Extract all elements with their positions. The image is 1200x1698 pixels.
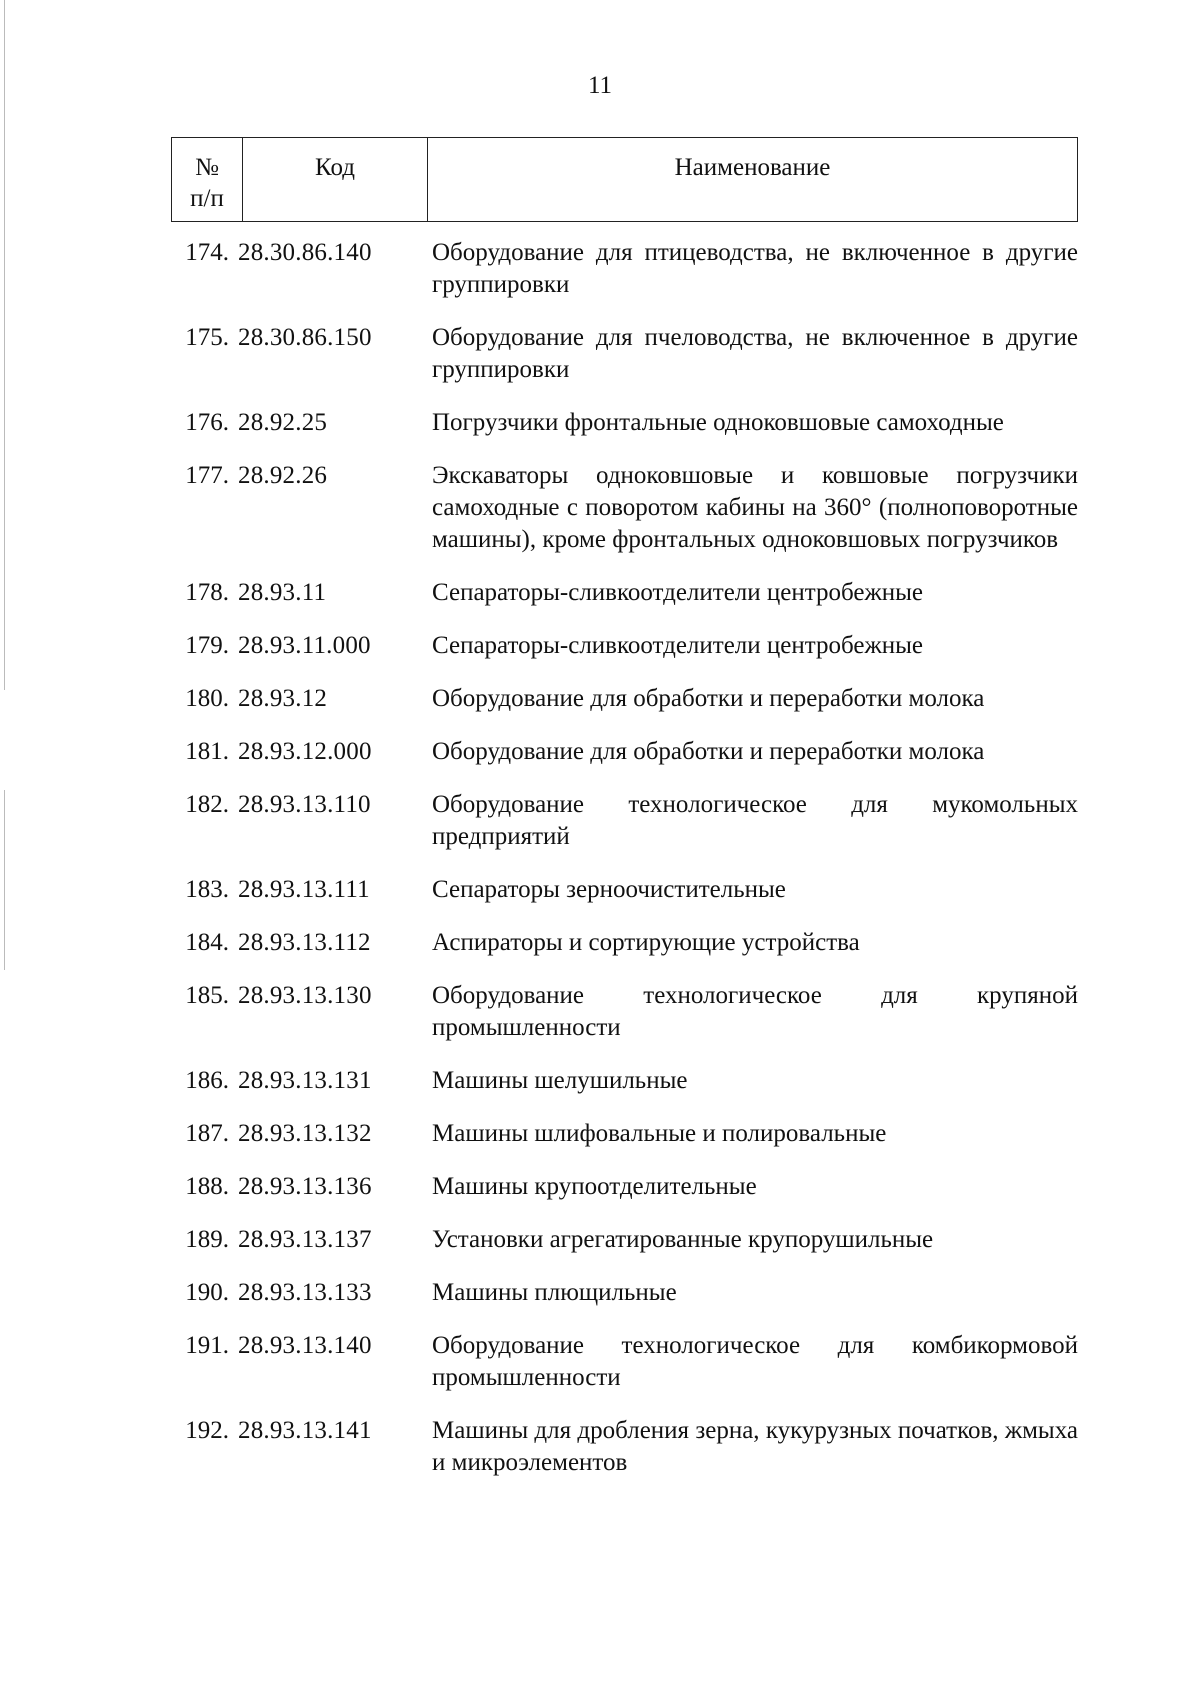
cell-code: 28.92.26 (238, 462, 328, 489)
cell-name: Машины для дробления зерна, кукурузных початков, жмыха и микроэлементов (432, 1417, 1078, 1476)
scan-margin-line (4, 790, 5, 970)
table-row (171, 407, 1078, 439)
cell-code: 28.93.13.110 (238, 791, 371, 818)
cell-code: 28.30.86.140 (238, 239, 372, 266)
cell-num: 191. (185, 1332, 229, 1359)
cell-num: 179. (185, 632, 229, 659)
cell-num: 177. (185, 462, 229, 489)
header-num (172, 138, 243, 221)
cell-code: 28.93.13.131 (238, 1067, 372, 1094)
cell-num: 178. (185, 579, 229, 606)
table-row (171, 577, 1078, 609)
cell-name: Сепараторы-сливкоотделители центробежные (432, 632, 924, 659)
cell-name: Сепараторы-сливкоотделители центробежные (432, 579, 924, 606)
table-row (171, 1065, 1078, 1097)
page-number: 11 (587, 72, 613, 99)
cell-num: 186. (185, 1067, 229, 1094)
table-row (171, 1171, 1078, 1203)
cell-name: Оборудование для птицеводства, не включенное в другие группировки (432, 239, 1078, 298)
table-row (171, 980, 1078, 1044)
table-row (171, 683, 1078, 715)
cell-name: Оборудование для обработки и переработки молока (432, 685, 985, 712)
cell-name: Оборудование для обработки и переработки молока (432, 738, 985, 765)
cell-name: Оборудование для пчеловодства, не включенное в другие группировки (432, 324, 1078, 383)
cell-code: 28.93.13.133 (238, 1279, 372, 1306)
table-row (171, 927, 1078, 959)
table-row (171, 1415, 1078, 1479)
table-row (171, 1118, 1078, 1150)
cell-name: Сепараторы зерноочистительные (432, 876, 786, 903)
cell-code: 28.93.12 (238, 685, 328, 712)
cell-num: 180. (185, 685, 229, 712)
table-row (171, 460, 1078, 556)
scan-margin-line (4, 0, 5, 690)
cell-code: 28.93.11.000 (238, 632, 371, 659)
cell-num: 174. (185, 239, 229, 266)
cell-code: 28.93.11 (238, 579, 327, 606)
cell-num: 175. (185, 324, 229, 351)
cell-name: Аспираторы и сортирующие устройства (432, 929, 860, 956)
cell-num: 187. (185, 1120, 229, 1147)
table-body (171, 237, 1078, 1500)
header-code (243, 138, 428, 221)
cell-num: 181. (185, 738, 229, 765)
cell-code: 28.92.25 (238, 409, 328, 436)
table-row (171, 874, 1078, 906)
cell-num: 184. (185, 929, 229, 956)
cell-code: 28.93.13.137 (238, 1226, 372, 1253)
cell-name: Оборудование технологическое для комбикормовой промышленности (432, 1332, 1078, 1391)
table-row (171, 322, 1078, 386)
cell-name: Установки агрегатированные крупорушильные (432, 1226, 934, 1253)
cell-num: 192. (185, 1417, 229, 1444)
cell-code: 28.93.13.132 (238, 1120, 372, 1147)
table-row (171, 736, 1078, 768)
cell-name: Погрузчики фронтальные одноковшовые самоходные (432, 409, 1004, 436)
table-header (171, 137, 1078, 222)
cell-num: 188. (185, 1173, 229, 1200)
cell-name: Экскаваторы одноковшовые и ковшовые погрузчики самоходные с поворотом кабины на 360° (полноповоротные машины), кроме фронтальных одноковшовых погрузчиков (432, 462, 1078, 553)
cell-code: 28.93.13.111 (238, 876, 370, 903)
header-name-label: Наименование (674, 154, 831, 181)
cell-code: 28.93.12.000 (238, 738, 372, 765)
cell-name: Оборудование технологическое для крупяной промышленности (432, 982, 1078, 1041)
cell-name: Машины крупоотделительные (432, 1173, 757, 1200)
cell-num: 183. (185, 876, 229, 903)
cell-code: 28.93.13.140 (238, 1332, 372, 1359)
cell-num: 185. (185, 982, 229, 1009)
header-code-label: Код (315, 154, 355, 181)
cell-name: Машины плющильные (432, 1279, 677, 1306)
cell-code: 28.93.13.112 (238, 929, 371, 956)
cell-num: 182. (185, 791, 229, 818)
cell-num: 189. (185, 1226, 229, 1253)
cell-num: 176. (185, 409, 229, 436)
header-name (428, 138, 1077, 221)
cell-name: Машины шелушильные (432, 1067, 688, 1094)
table-row (171, 237, 1078, 301)
cell-name: Машины шлифовальные и полировальные (432, 1120, 887, 1147)
table-row (171, 1330, 1078, 1394)
table-row (171, 789, 1078, 853)
cell-code: 28.93.13.136 (238, 1173, 372, 1200)
cell-name: Оборудование технологическое для мукомольных предприятий (432, 791, 1078, 850)
table-row (171, 630, 1078, 662)
table-row (171, 1277, 1078, 1309)
header-num-label: № п/п (190, 154, 224, 212)
table-row (171, 1224, 1078, 1256)
cell-code: 28.93.13.130 (238, 982, 372, 1009)
cell-code: 28.93.13.141 (238, 1417, 372, 1444)
cell-num: 190. (185, 1279, 229, 1306)
cell-code: 28.30.86.150 (238, 324, 372, 351)
